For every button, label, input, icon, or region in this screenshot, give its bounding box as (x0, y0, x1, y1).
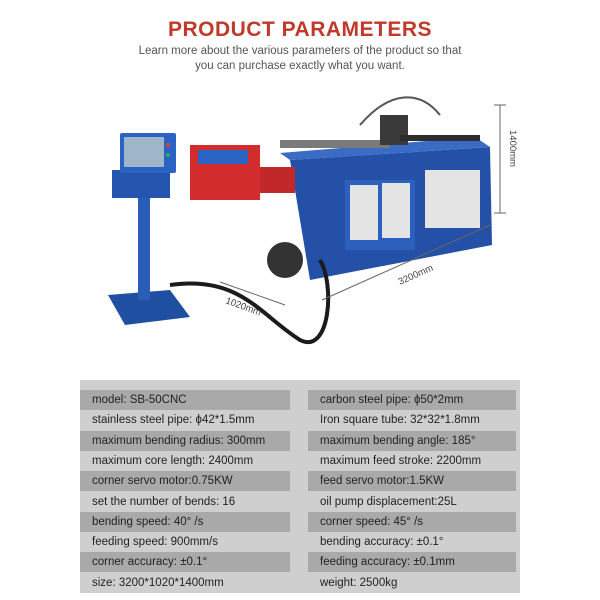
parameter-row (80, 512, 520, 532)
parameter-row (80, 410, 520, 430)
parameter-row (80, 573, 520, 593)
cabinet-panel (382, 183, 410, 238)
parameter-right: feeding accuracy: ±0.1mm (308, 552, 516, 572)
parameter-right: weight: 2500kg (320, 576, 398, 589)
parameter-left: corner servo motor:0.75KW (80, 471, 290, 491)
control-cable (170, 260, 328, 342)
parameter-left: size: 3200*1020*1400mm (92, 576, 224, 589)
parameter-left: corner accuracy: ±0.1° (80, 552, 290, 572)
parameter-right: maximum bending angle: 185° (308, 431, 516, 451)
parameter-left: maximum core length: 2400mm (92, 454, 254, 467)
parameter-left: feeding speed: 900mm/s (92, 536, 218, 549)
machine-figure (60, 85, 540, 365)
parameter-row (80, 451, 520, 471)
feed-rail (280, 140, 390, 148)
parameters-table (80, 380, 520, 593)
subtitle-line-1: Learn more about the various parameters of the product so that (138, 45, 462, 57)
panel-pole (138, 195, 150, 300)
parameter-right: corner speed: 45° /s (308, 512, 516, 532)
head-clamp (260, 167, 295, 193)
parameter-right: maximum feed stroke: 2200mm (320, 454, 482, 467)
page-subtitle (100, 44, 500, 74)
parameter-right: oil pump displacement:25L (320, 495, 457, 508)
length-dimension-label: 3200mm (396, 262, 435, 288)
panel-console (112, 170, 170, 198)
parameter-right: feed servo motor:1.5KW (308, 471, 516, 491)
page-title: PRODUCT PARAMETERS (167, 18, 433, 41)
panel-button (166, 153, 170, 157)
parameter-row (80, 431, 520, 451)
bending-die (198, 150, 248, 164)
parameter-right: carbon steel pipe: ϕ50*2mm (308, 390, 516, 410)
cabinet-panel (350, 185, 378, 240)
parameter-row (80, 390, 520, 410)
height-dimension-label: 1400mm (507, 130, 518, 167)
machine-wheel (267, 242, 303, 278)
panel-button (166, 143, 170, 147)
parameter-right: bending accuracy: ±0.1° (320, 536, 444, 549)
cabinet-panel (425, 170, 480, 228)
parameter-row (80, 552, 520, 572)
parameter-row (80, 471, 520, 491)
width-dimension-label: 1020mm (223, 295, 263, 319)
panel-screen (124, 137, 164, 167)
parameter-left: set the number of bends: 16 (92, 495, 236, 508)
parameter-row (80, 532, 520, 552)
parameter-left: stainless steel pipe: ϕ42*1.5mm (92, 414, 255, 427)
cable-chain (400, 135, 480, 141)
parameter-row (80, 492, 520, 512)
parameter-left: bending speed: 40° /s (80, 512, 290, 532)
subtitle-line-2: you can purchase exactly what you want. (195, 60, 405, 72)
parameter-left: model: SB-50CNC (80, 390, 290, 410)
parameter-left: maximum bending radius: 300mm (80, 431, 290, 451)
machine-illustration (60, 85, 540, 365)
parameter-right: Iron square tube: 32*32*1.8mm (320, 414, 480, 427)
